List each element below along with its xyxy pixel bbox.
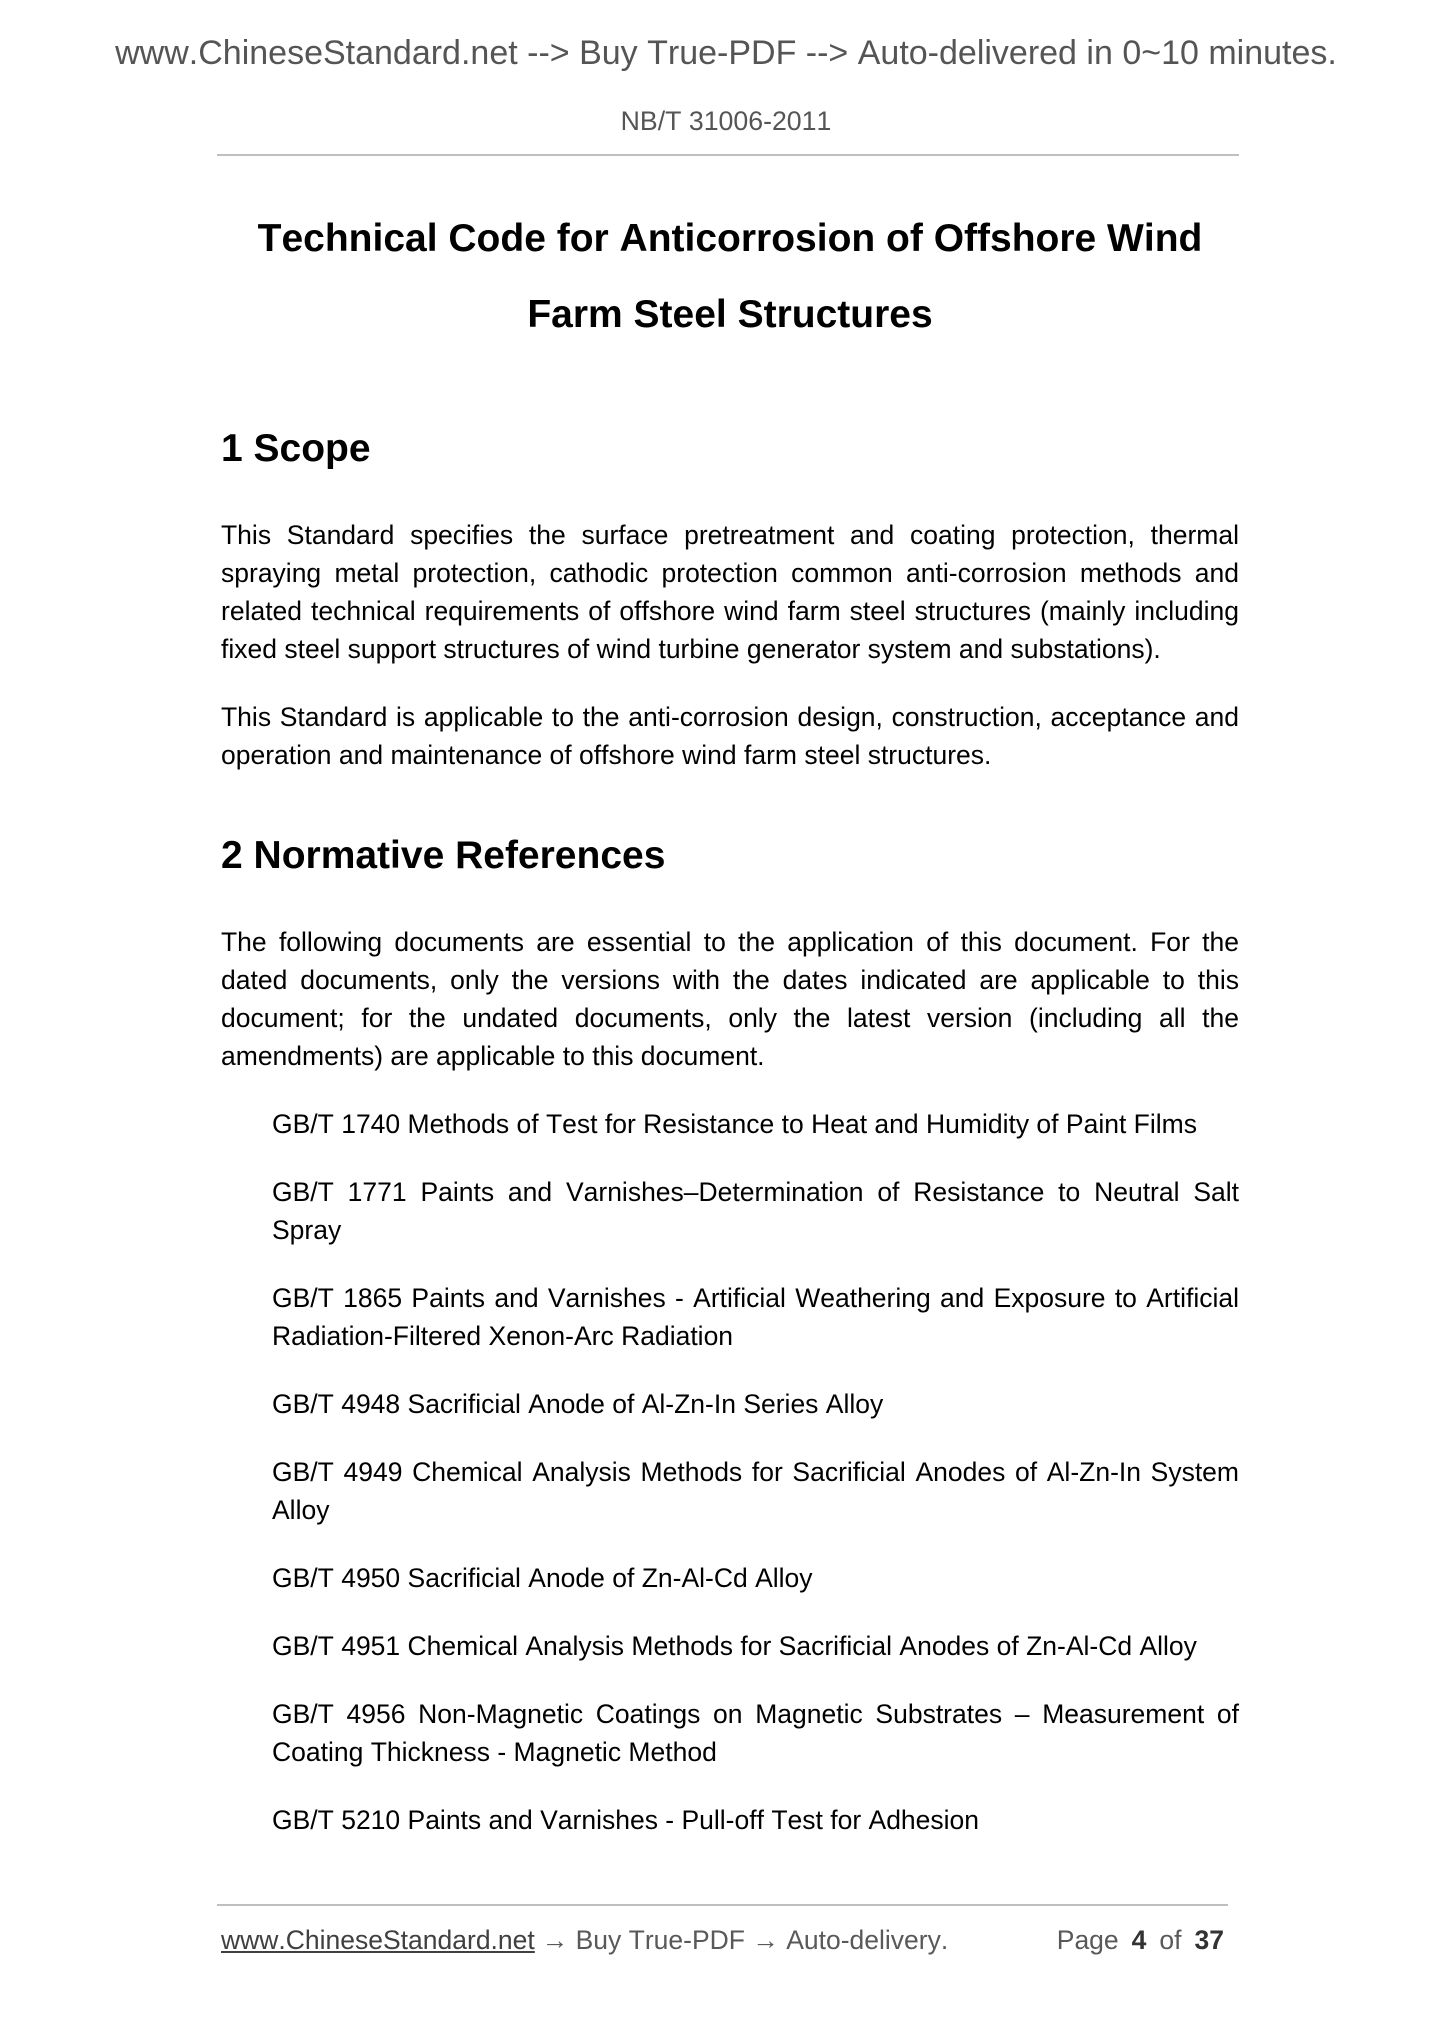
- document-body: [221, 426, 1239, 1869]
- reference-item: GB/T 5210 Paints and Varnishes - Pull-off Test for Adhesion: [272, 1805, 980, 1835]
- reference-item: GB/T 4956 Non-Magnetic Coatings on Magnetic Substrates – Measurement of Coating Thickness - Magnetic Method: [272, 1699, 1239, 1767]
- footer-tagline: → Buy True-PDF → Auto-delivery.: [541, 1925, 949, 1955]
- page-label: Page: [1056, 1925, 1119, 1955]
- reference-item: GB/T 1865 Paints and Varnishes - Artificial Weathering and Exposure to Artificial Radiation-Filtered Xenon-Arc Radiation: [272, 1283, 1239, 1351]
- section-heading-normative-references: 2 Normative References: [221, 834, 666, 877]
- promo-banner: www.ChineseStandard.net --> Buy True-PDF --> Auto-delivered in 0~10 minutes.: [115, 34, 1337, 72]
- page-footer: [221, 1924, 1224, 1956]
- footer-site-link[interactable]: www.ChineseStandard.net: [221, 1925, 535, 1955]
- reference-item: GB/T 4951 Chemical Analysis Methods for Sacrificial Anodes of Zn-Al-Cd Alloy: [272, 1631, 1197, 1661]
- header-rule: [217, 154, 1239, 156]
- reference-item: GB/T 1771 Paints and Varnishes–Determination of Resistance to Neutral Salt Spray: [272, 1177, 1239, 1245]
- page-total: 37: [1194, 1925, 1224, 1955]
- reference-item: GB/T 4949 Chemical Analysis Methods for Sacrificial Anodes of Al-Zn-In System Alloy: [272, 1457, 1239, 1525]
- standard-number: NB/T 31006-2011: [620, 106, 832, 136]
- reference-item: GB/T 1740 Methods of Test for Resistance to Heat and Humidity of Paint Films: [272, 1109, 1197, 1139]
- reference-item: GB/T 4950 Sacrificial Anode of Zn-Al-Cd Alloy: [272, 1563, 813, 1593]
- page-number: 4: [1131, 1925, 1147, 1955]
- document-title: Technical Code for Anticorrosion of Offshore Wind Farm Steel Structures: [257, 217, 1203, 336]
- scope-paragraph: This Standard is applicable to the anti-corrosion design, construction, acceptance and operation and maintenance of offshore wind farm steel structures.: [221, 702, 1239, 770]
- normative-references-paragraph: The following documents are essential to the application of this document. For the dated documents, only the versions with the dates indicated are applicable to this document; for the undated documents, only the latest version (including all the amendments) are applicable to this document.: [221, 927, 1239, 1071]
- reference-item: GB/T 4948 Sacrificial Anode of Al-Zn-In Series Alloy: [272, 1389, 884, 1419]
- page-indicator: [1057, 1924, 1224, 1956]
- scope-paragraph: This Standard specifies the surface pretreatment and coating protection, thermal spraying metal protection, cathodic protection common anti-corrosion methods and related technical requirements of offshore wind farm steel structures (mainly including fixed steel support structures of wind turbine generator system and substations).: [221, 520, 1239, 664]
- page-of-label: of: [1159, 1925, 1182, 1955]
- footer-rule: [217, 1904, 1228, 1906]
- section-heading-scope: 1 Scope: [221, 427, 371, 470]
